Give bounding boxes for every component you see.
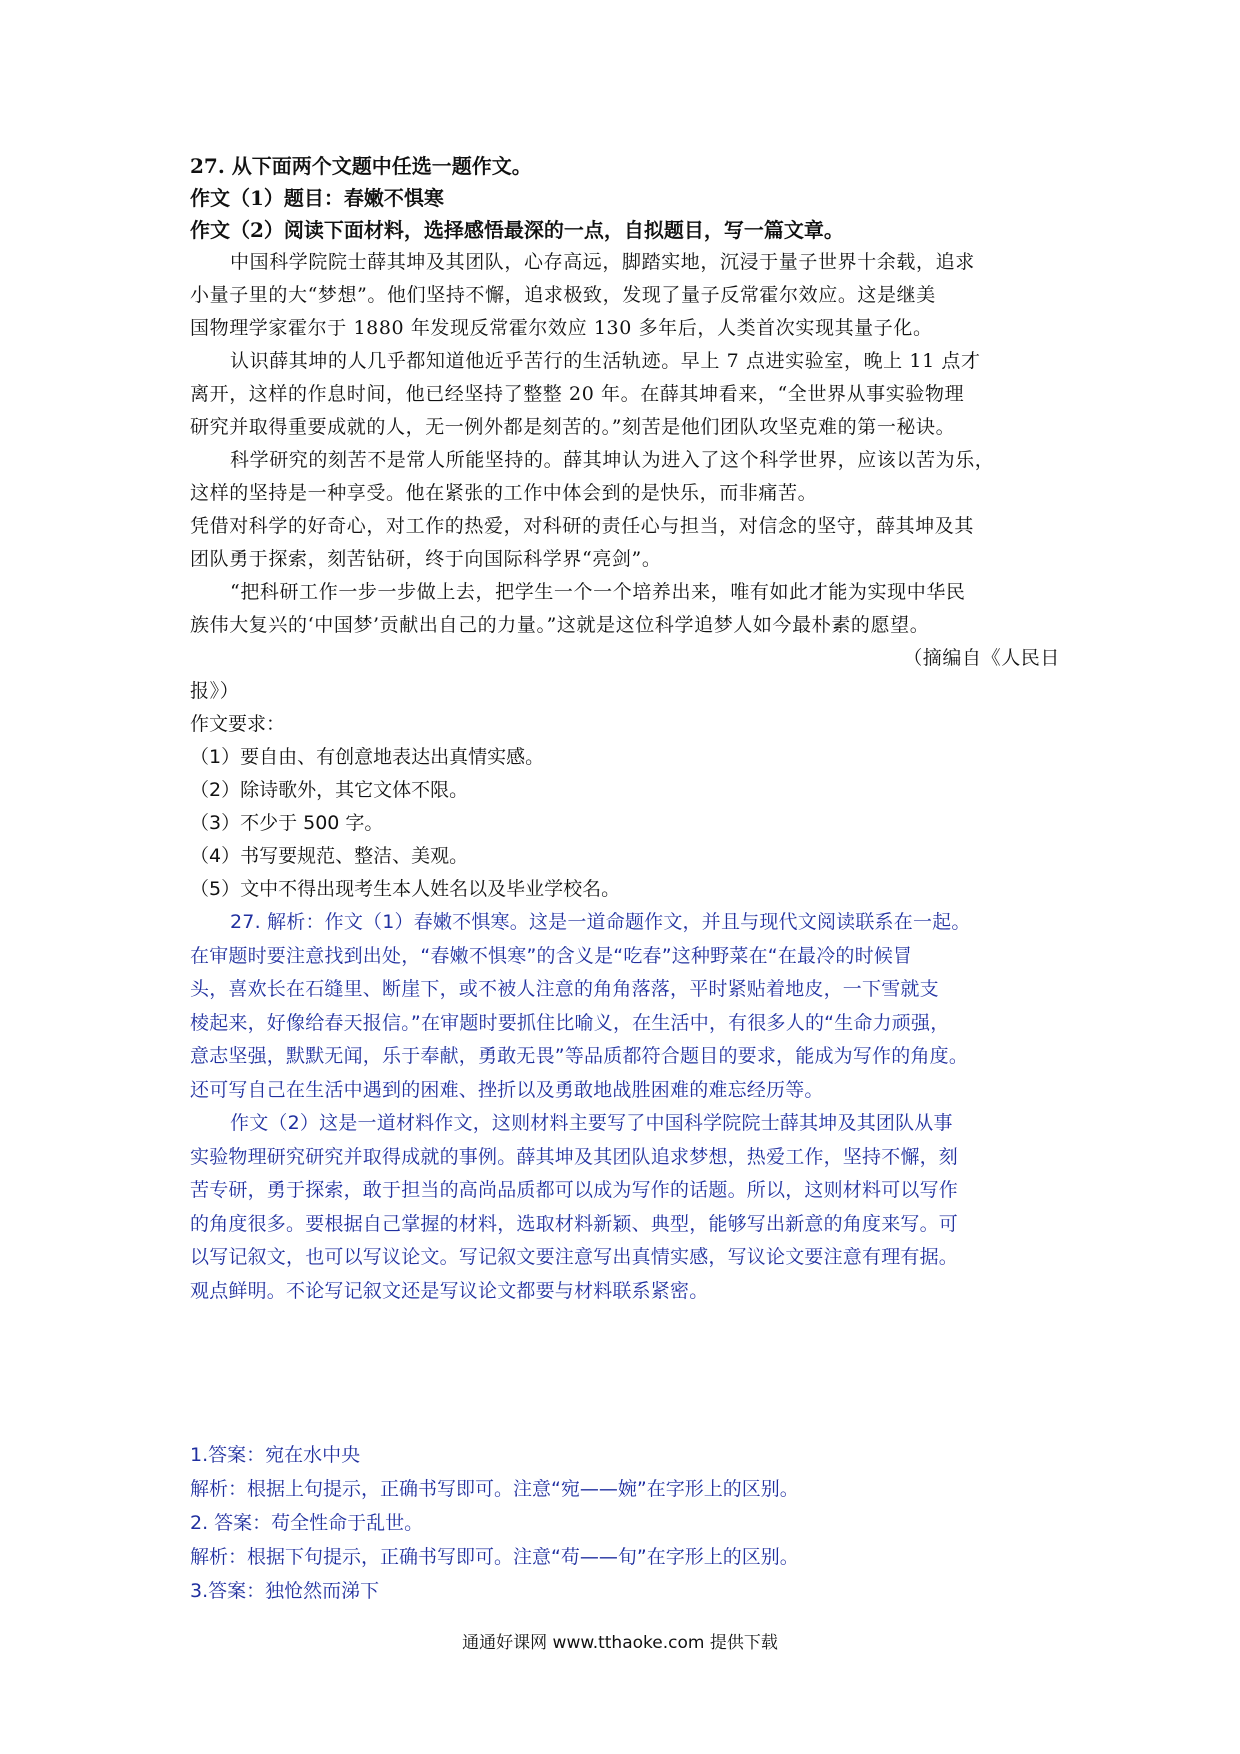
- analysis-line: 作文（2）这是一道材料作文，这则材料主要写了中国科学院院士薛其坤及其团队从事: [230, 1112, 953, 1134]
- analysis-line: 意志坚强，默默无闻，乐于奉献，勇敢无畏”等品质都符合题目的要求，能成为写作的角度。: [190, 1045, 969, 1067]
- analysis-line: 棱起来，好像给春天报信。”在审题时要抓住比喻义，在生活中，有很多人的“生命力顽强，: [190, 1011, 950, 1034]
- analysis-line: 头，喜欢长在石缝里、断崖下，或不被人注意的角角落落，平时紧贴着地皮，一下雪就支: [190, 978, 939, 1000]
- material-line: 小量子里的大“梦想”。他们坚持不懈，追求极致，发现了量子反常霍尔效应。这是继美: [190, 284, 936, 306]
- analysis-line: 的角度很多。要根据自己掌握的材料，选取材料新颖、典型，能够写出新意的角度来写。可: [190, 1212, 959, 1235]
- reading-material: [190, 246, 1060, 708]
- answer-line: 1.答案：宛在水中央: [190, 1444, 361, 1466]
- analysis-section: [190, 906, 1060, 1308]
- page-footer: 通通好课网 www.tthaoke.com 提供下载: [462, 1633, 778, 1653]
- material-line: 科学研究的刻苦不是常人所能坚持的。薛其坤认为进入了这个科学世界，应该以苦为乐，: [230, 449, 995, 471]
- analysis-line: 苦专研，勇于探索，敢于担当的高尚品质都可以成为写作的话题。所以，这则材料可以写作: [190, 1179, 959, 1201]
- material-line: 研究并取得重要成就的人，无一例外都是刻苦的。”刻苦是他们团队攻坚克难的第一秘诀。: [190, 416, 956, 438]
- requirement-item: （4）书写要规范、整洁、美观。: [190, 845, 469, 867]
- answer-line: 2. 答案：苟全性命于乱世。: [190, 1512, 424, 1534]
- spacer: [190, 1308, 1060, 1438]
- analysis-line: 27. 解析：作文（1）春嫩不惧寒。这是一道命题作文，并且与现代文阅读联系在一起。: [230, 911, 971, 933]
- answer-line: 解析：根据下句提示，正确书写即可。注意“苟——旬”在字形上的区别。: [190, 1546, 799, 1568]
- requirement-item: （3）不少于 500 字。: [190, 812, 384, 834]
- material-line: 这样的坚持是一种享受。他在紧张的工作中体会到的是快乐，而非痛苦。: [190, 482, 818, 504]
- analysis-line: 观点鲜明。不论写记叙文还是写议论文都要与材料联系紧密。: [190, 1279, 709, 1302]
- material-line: 离开，这样的作息时间，他已经坚持了整整 20 年。在薛其坤看来，“全世界从事实验物理: [190, 383, 965, 405]
- material-source: （摘编自《人民日: [903, 647, 1060, 669]
- answer-keys: [190, 1438, 1060, 1608]
- requirement-item: （2）除诗歌外，其它文体不限。: [190, 779, 469, 801]
- essay-option-1: 作文（1）题目：春嫩不惧寒: [190, 186, 444, 210]
- requirements-heading: 作文要求：: [190, 713, 286, 735]
- question-title: 27. 从下面两个文题中任选一题作文。: [190, 154, 532, 178]
- analysis-line: 以写记叙文，也可以写议论文。写记叙文要注意写出真情实感，写议论文要注意有理有据。: [190, 1246, 959, 1268]
- answer-line: 3.答案：独怆然而涕下: [190, 1580, 380, 1602]
- requirement-item: （1）要自由、有创意地表达出真情实感。: [190, 746, 545, 768]
- answer-line: 解析：根据上句提示，正确书写即可。注意“宛——婉”在字形上的区别。: [190, 1478, 799, 1500]
- material-line: 国物理学家霍尔于 1880 年发现反常霍尔效应 130 多年后，人类首次实现其量子化。: [190, 317, 933, 339]
- document-body: [190, 150, 1060, 1608]
- material-line: 中国科学院院士薛其坤及其团队，心存高远，脚踏实地，沉浸于量子世界十余载，追求: [230, 251, 975, 273]
- analysis-line: 实验物理研究研究并取得成就的事例。薛其坤及其团队追求梦想，热爱工作，坚持不懈，刻: [190, 1145, 959, 1168]
- material-line: 族伟大复兴的‘中国梦’贡献出自己的力量。”这就是这位科学追梦人如今最朴素的愿望。: [190, 614, 930, 636]
- essay-requirements: [190, 708, 1060, 906]
- material-line: 认识薛其坤的人几乎都知道他近乎苦行的生活轨迹。早上 7 点进实验室，晚上 11 点才: [230, 350, 981, 372]
- material-line: 凭借对科学的好奇心，对工作的热爱，对科研的责任心与担当，对信念的坚守，薛其坤及其: [190, 515, 975, 537]
- analysis-line: 还可写自己在生活中遇到的困难、挫折以及勇敢地战胜困难的难忘经历等。: [190, 1078, 824, 1101]
- material-source-cont: 报》）: [190, 680, 240, 702]
- material-line: 团队勇于探索，刻苦钻研，终于向国际科学界“亮剑”。: [190, 548, 662, 570]
- requirement-item: （5）文中不得出现考生本人姓名以及毕业学校名。: [190, 878, 621, 900]
- analysis-line: 在审题时要注意找到出处，“春嫩不惧寒”的含义是“吃春”这种野菜在“在最冷的时候冒: [190, 944, 913, 967]
- material-line: “把科研工作一步一步做上去，把学生一个一个培养出来，唯有如此才能为实现中华民: [230, 581, 966, 603]
- essay-option-2: 作文（2）阅读下面材料，选择感悟最深的一点，自拟题目，写一篇文章。: [190, 218, 844, 242]
